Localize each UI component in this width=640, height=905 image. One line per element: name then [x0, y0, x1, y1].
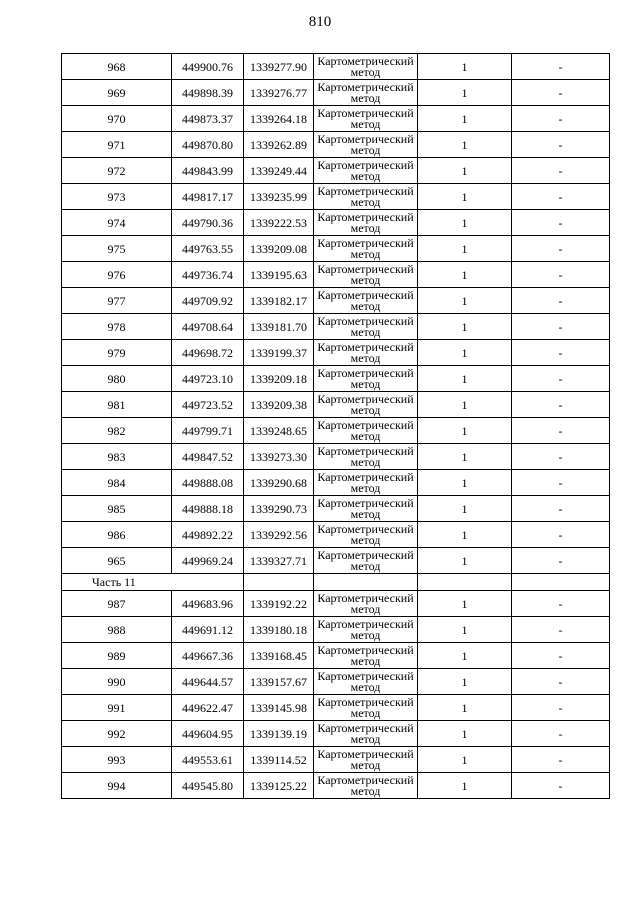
method-cell — [314, 522, 418, 548]
point-number-cell: 972 — [62, 158, 172, 184]
method-line-1: Картометрический — [317, 339, 414, 354]
description-cell: - — [512, 392, 610, 418]
method-line-1: Картометрический — [317, 642, 414, 657]
description-cell: - — [512, 80, 610, 106]
x-coordinate-cell: 449892.22 — [172, 522, 244, 548]
description-cell: - — [512, 54, 610, 80]
method-cell — [314, 669, 418, 695]
method-line-2: метод — [350, 705, 381, 720]
y-coordinate-cell: 1339290.73 — [244, 496, 314, 522]
x-coordinate-cell: 449969.24 — [172, 548, 244, 574]
x-coordinate-cell: 449843.99 — [172, 158, 244, 184]
table-row — [62, 444, 610, 470]
point-number-cell: 989 — [62, 643, 172, 669]
x-coordinate-cell: 449736.74 — [172, 262, 244, 288]
table-row — [62, 314, 610, 340]
method-cell — [314, 747, 418, 773]
method-line-1: Картометрический — [317, 469, 414, 484]
description-cell: - — [512, 669, 610, 695]
quantity-cell: 1 — [418, 444, 512, 470]
method-line-2: метод — [350, 679, 381, 694]
method-line-2: метод — [350, 757, 381, 772]
y-coordinate-cell: 1339192.22 — [244, 591, 314, 617]
description-cell: - — [512, 262, 610, 288]
quantity-cell: 1 — [418, 470, 512, 496]
table-row — [62, 262, 610, 288]
x-coordinate-cell: 449817.17 — [172, 184, 244, 210]
y-coordinate-cell: 1339264.18 — [244, 106, 314, 132]
y-coordinate-cell: 1339145.98 — [244, 695, 314, 721]
description-cell: - — [512, 366, 610, 392]
quantity-cell: 1 — [418, 773, 512, 799]
table-row — [62, 132, 610, 158]
method-cell — [314, 340, 418, 366]
point-number-cell: 984 — [62, 470, 172, 496]
table-row — [62, 418, 610, 444]
quantity-cell: 1 — [418, 262, 512, 288]
method-line-1: Картометрический — [317, 313, 414, 328]
quantity-cell: 1 — [418, 210, 512, 236]
description-cell: - — [512, 132, 610, 158]
method-line-1: Картометрический — [317, 235, 414, 250]
method-line-1: Картометрический — [317, 287, 414, 302]
table-row — [62, 496, 610, 522]
method-cell — [314, 695, 418, 721]
quantity-cell: 1 — [418, 617, 512, 643]
section-label: Часть 11 — [62, 574, 244, 591]
y-coordinate-cell: 1339199.37 — [244, 340, 314, 366]
x-coordinate-cell: 449799.71 — [172, 418, 244, 444]
description-cell: - — [512, 184, 610, 210]
y-coordinate-cell: 1339262.89 — [244, 132, 314, 158]
point-number-cell: 973 — [62, 184, 172, 210]
point-number-cell: 983 — [62, 444, 172, 470]
method-cell — [314, 470, 418, 496]
description-cell: - — [512, 288, 610, 314]
method-line-1: Картометрический — [317, 183, 414, 198]
x-coordinate-cell: 449553.61 — [172, 747, 244, 773]
table-row — [62, 340, 610, 366]
description-cell: - — [512, 548, 610, 574]
description-cell: - — [512, 418, 610, 444]
y-coordinate-cell: 1339277.90 — [244, 54, 314, 80]
quantity-cell: 1 — [418, 236, 512, 262]
quantity-cell: 1 — [418, 314, 512, 340]
x-coordinate-cell: 449873.37 — [172, 106, 244, 132]
y-coordinate-cell: 1339273.30 — [244, 444, 314, 470]
table-row — [62, 470, 610, 496]
point-number-cell: 980 — [62, 366, 172, 392]
method-line-1: Картометрический — [317, 53, 414, 68]
method-line-2: метод — [350, 376, 381, 391]
y-coordinate-cell: 1339209.38 — [244, 392, 314, 418]
method-line-2: метод — [350, 402, 381, 417]
method-line-2: метод — [350, 653, 381, 668]
quantity-cell: 1 — [418, 106, 512, 132]
method-cell — [314, 496, 418, 522]
method-line-2: метод — [350, 480, 381, 495]
method-line-1: Картометрический — [317, 668, 414, 683]
empty-cell — [244, 574, 314, 591]
point-number-cell: 965 — [62, 548, 172, 574]
x-coordinate-cell: 449545.80 — [172, 773, 244, 799]
description-cell: - — [512, 747, 610, 773]
table-row — [62, 721, 610, 747]
method-cell — [314, 262, 418, 288]
table-row — [62, 773, 610, 799]
method-line-1: Картометрический — [317, 391, 414, 406]
method-cell — [314, 548, 418, 574]
method-line-1: Картометрический — [317, 443, 414, 458]
method-cell — [314, 721, 418, 747]
method-line-1: Картометрический — [317, 157, 414, 172]
description-cell: - — [512, 236, 610, 262]
table-row — [62, 643, 610, 669]
quantity-cell: 1 — [418, 548, 512, 574]
quantity-cell: 1 — [418, 288, 512, 314]
y-coordinate-cell: 1339180.18 — [244, 617, 314, 643]
table-row — [62, 591, 610, 617]
method-line-2: метод — [350, 168, 381, 183]
method-cell — [314, 132, 418, 158]
y-coordinate-cell: 1339327.71 — [244, 548, 314, 574]
method-cell — [314, 643, 418, 669]
method-line-2: метод — [350, 558, 381, 573]
description-cell: - — [512, 522, 610, 548]
method-line-2: метод — [350, 142, 381, 157]
point-number-cell: 987 — [62, 591, 172, 617]
method-cell — [314, 236, 418, 262]
method-line-1: Картометрический — [317, 720, 414, 735]
x-coordinate-cell: 449683.96 — [172, 591, 244, 617]
point-number-cell: 981 — [62, 392, 172, 418]
method-line-1: Картометрический — [317, 417, 414, 432]
description-cell: - — [512, 314, 610, 340]
y-coordinate-cell: 1339209.18 — [244, 366, 314, 392]
method-line-2: метод — [350, 298, 381, 313]
description-cell: - — [512, 106, 610, 132]
method-line-1: Картометрический — [317, 261, 414, 276]
empty-cell — [418, 574, 512, 591]
method-line-2: метод — [350, 601, 381, 616]
y-coordinate-cell: 1339181.70 — [244, 314, 314, 340]
method-cell — [314, 210, 418, 236]
method-line-2: метод — [350, 454, 381, 469]
method-line-1: Картометрический — [317, 694, 414, 709]
quantity-cell: 1 — [418, 132, 512, 158]
description-cell: - — [512, 643, 610, 669]
method-line-1: Картометрический — [317, 590, 414, 605]
y-coordinate-cell: 1339235.99 — [244, 184, 314, 210]
table-row — [62, 158, 610, 184]
quantity-cell: 1 — [418, 695, 512, 721]
point-number-cell: 986 — [62, 522, 172, 548]
method-cell — [314, 314, 418, 340]
method-cell — [314, 54, 418, 80]
method-line-2: метод — [350, 783, 381, 798]
table-row — [62, 106, 610, 132]
x-coordinate-cell: 449604.95 — [172, 721, 244, 747]
table-row — [62, 366, 610, 392]
method-line-2: метод — [350, 246, 381, 261]
method-line-2: метод — [350, 506, 381, 521]
y-coordinate-cell: 1339222.53 — [244, 210, 314, 236]
table-row — [62, 184, 610, 210]
description-cell: - — [512, 695, 610, 721]
y-coordinate-cell: 1339248.65 — [244, 418, 314, 444]
y-coordinate-cell: 1339195.63 — [244, 262, 314, 288]
point-number-cell: 979 — [62, 340, 172, 366]
quantity-cell: 1 — [418, 747, 512, 773]
method-line-2: метод — [350, 731, 381, 746]
table-row — [62, 392, 610, 418]
method-cell — [314, 591, 418, 617]
method-line-2: метод — [350, 220, 381, 235]
method-line-1: Картометрический — [317, 521, 414, 536]
method-line-2: метод — [350, 324, 381, 339]
x-coordinate-cell: 449622.47 — [172, 695, 244, 721]
x-coordinate-cell: 449709.92 — [172, 288, 244, 314]
description-cell: - — [512, 591, 610, 617]
point-number-cell: 968 — [62, 54, 172, 80]
method-line-2: метод — [350, 116, 381, 131]
method-line-2: метод — [350, 627, 381, 642]
description-cell: - — [512, 210, 610, 236]
table-row — [62, 747, 610, 773]
x-coordinate-cell: 449644.57 — [172, 669, 244, 695]
x-coordinate-cell: 449763.55 — [172, 236, 244, 262]
quantity-cell: 1 — [418, 669, 512, 695]
x-coordinate-cell: 449708.64 — [172, 314, 244, 340]
method-cell — [314, 184, 418, 210]
method-line-1: Картометрический — [317, 365, 414, 380]
y-coordinate-cell: 1339114.52 — [244, 747, 314, 773]
point-number-cell: 970 — [62, 106, 172, 132]
point-number-cell: 969 — [62, 80, 172, 106]
table-row — [62, 617, 610, 643]
method-cell — [314, 392, 418, 418]
method-line-1: Картометрический — [317, 616, 414, 631]
quantity-cell: 1 — [418, 418, 512, 444]
description-cell: - — [512, 617, 610, 643]
method-line-1: Картометрический — [317, 79, 414, 94]
method-line-1: Картометрический — [317, 105, 414, 120]
y-coordinate-cell: 1339125.22 — [244, 773, 314, 799]
quantity-cell: 1 — [418, 591, 512, 617]
description-cell: - — [512, 773, 610, 799]
quantity-cell: 1 — [418, 721, 512, 747]
quantity-cell: 1 — [418, 158, 512, 184]
description-cell: - — [512, 340, 610, 366]
quantity-cell: 1 — [418, 643, 512, 669]
method-line-1: Картометрический — [317, 131, 414, 146]
quantity-cell: 1 — [418, 340, 512, 366]
point-number-cell: 991 — [62, 695, 172, 721]
point-number-cell: 976 — [62, 262, 172, 288]
method-line-2: метод — [350, 350, 381, 365]
description-cell: - — [512, 496, 610, 522]
y-coordinate-cell: 1339182.17 — [244, 288, 314, 314]
table-row — [62, 54, 610, 80]
method-cell — [314, 158, 418, 184]
point-number-cell: 988 — [62, 617, 172, 643]
page-number: 810 — [308, 14, 332, 30]
method-cell — [314, 418, 418, 444]
table-row — [62, 522, 610, 548]
empty-cell — [314, 574, 418, 591]
method-line-1: Картометрический — [317, 772, 414, 787]
method-line-1: Картометрический — [317, 495, 414, 510]
method-cell — [314, 773, 418, 799]
x-coordinate-cell: 449888.18 — [172, 496, 244, 522]
section-row — [62, 574, 610, 591]
quantity-cell: 1 — [418, 184, 512, 210]
x-coordinate-cell: 449723.10 — [172, 366, 244, 392]
x-coordinate-cell: 449667.36 — [172, 643, 244, 669]
description-cell: - — [512, 721, 610, 747]
x-coordinate-cell: 449888.08 — [172, 470, 244, 496]
description-cell: - — [512, 158, 610, 184]
x-coordinate-cell: 449723.52 — [172, 392, 244, 418]
table-row — [62, 695, 610, 721]
method-line-2: метод — [350, 272, 381, 287]
method-cell — [314, 288, 418, 314]
method-cell — [314, 366, 418, 392]
table-row — [62, 669, 610, 695]
x-coordinate-cell: 449898.39 — [172, 80, 244, 106]
table-row — [62, 236, 610, 262]
quantity-cell: 1 — [418, 366, 512, 392]
method-line-2: метод — [350, 194, 381, 209]
quantity-cell: 1 — [418, 392, 512, 418]
point-number-cell: 971 — [62, 132, 172, 158]
description-cell: - — [512, 470, 610, 496]
coordinates-table-body — [62, 54, 610, 799]
x-coordinate-cell: 449900.76 — [172, 54, 244, 80]
method-line-2: метод — [350, 64, 381, 79]
point-number-cell: 975 — [62, 236, 172, 262]
method-cell — [314, 80, 418, 106]
x-coordinate-cell: 449691.12 — [172, 617, 244, 643]
point-number-cell: 977 — [62, 288, 172, 314]
quantity-cell: 1 — [418, 54, 512, 80]
method-cell — [314, 106, 418, 132]
quantity-cell: 1 — [418, 496, 512, 522]
y-coordinate-cell: 1339292.56 — [244, 522, 314, 548]
x-coordinate-cell: 449790.36 — [172, 210, 244, 236]
x-coordinate-cell: 449870.80 — [172, 132, 244, 158]
empty-cell — [512, 574, 610, 591]
y-coordinate-cell: 1339249.44 — [244, 158, 314, 184]
y-coordinate-cell: 1339168.45 — [244, 643, 314, 669]
point-number-cell: 974 — [62, 210, 172, 236]
description-cell: - — [512, 444, 610, 470]
method-line-1: Картометрический — [317, 209, 414, 224]
y-coordinate-cell: 1339290.68 — [244, 470, 314, 496]
table-row — [62, 548, 610, 574]
method-line-1: Картометрический — [317, 547, 414, 562]
method-line-2: метод — [350, 90, 381, 105]
point-number-cell: 978 — [62, 314, 172, 340]
method-line-2: метод — [350, 428, 381, 443]
table-row — [62, 210, 610, 236]
quantity-cell: 1 — [418, 80, 512, 106]
method-cell — [314, 617, 418, 643]
y-coordinate-cell: 1339139.19 — [244, 721, 314, 747]
point-number-cell: 993 — [62, 747, 172, 773]
y-coordinate-cell: 1339157.67 — [244, 669, 314, 695]
table-row — [62, 80, 610, 106]
coordinates-table — [61, 53, 610, 799]
method-cell — [314, 444, 418, 470]
x-coordinate-cell: 449847.52 — [172, 444, 244, 470]
point-number-cell: 990 — [62, 669, 172, 695]
method-line-1: Картометрический — [317, 746, 414, 761]
method-line-2: метод — [350, 532, 381, 547]
x-coordinate-cell: 449698.72 — [172, 340, 244, 366]
point-number-cell: 992 — [62, 721, 172, 747]
point-number-cell: 982 — [62, 418, 172, 444]
y-coordinate-cell: 1339276.77 — [244, 80, 314, 106]
point-number-cell: 985 — [62, 496, 172, 522]
table-row — [62, 288, 610, 314]
y-coordinate-cell: 1339209.08 — [244, 236, 314, 262]
quantity-cell: 1 — [418, 522, 512, 548]
point-number-cell: 994 — [62, 773, 172, 799]
